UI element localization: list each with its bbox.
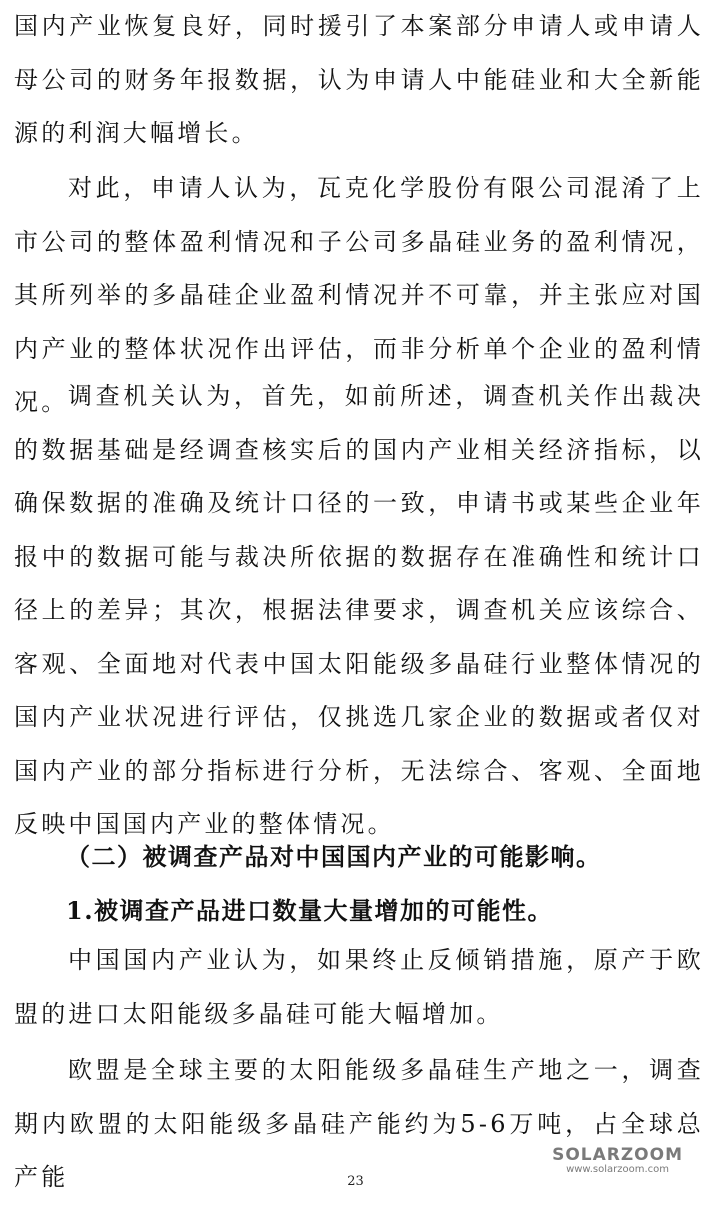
paragraph-2: 对此，申请人认为，瓦克化学股份有限公司混淆了上市公司的整体盈利情况和子公司多晶硅业务的盈利情况，其所列举的多晶硅企业盈利情况并不可靠，并主张应对国内产业的整体状况作出评估，而非分析单个企业的盈利情况。 bbox=[14, 174, 704, 416]
solarzoom-watermark bbox=[552, 1146, 683, 1176]
subsection-heading: 1.被调查产品进口数量大量增加的可能性。 bbox=[66, 896, 554, 925]
section-heading: （二）被调查产品对中国国内产业的可能影响。 bbox=[66, 842, 602, 871]
paragraph-3: 调查机关认为，首先，如前所述，调查机关作出裁决的数据基础是经调查核实后的国内产业相关经济指标，以确保数据的准确及统计口径的一致，申请书或某些企业年报中的数据可能与裁决所依据的数据存在准确性和统计口径上的差异；其次，根据法律要求，调查机关应该综合、客观、全面地对代表中国太阳能级多晶硅行业整体情况的国内产业状况进行评估，仅挑选几家企业的数据或者仅对国内产业的部分指标进行分析，无法综合、客观、全面地反映中国国内产业的整体情况。 bbox=[14, 382, 704, 838]
watermark-brand: SOLARZOOM bbox=[552, 1145, 683, 1165]
paragraph-5: 欧盟是全球主要的太阳能级多晶硅生产地之一，调查期内欧盟的太阳能级多晶硅产能约为5-6万吨，占全球总产能 bbox=[14, 1056, 704, 1191]
watermark-url: www.solarzoom.com bbox=[566, 1164, 669, 1175]
paragraph-4: 中国国内产业认为，如果终止反倾销措施，原产于欧盟的进口太阳能级多晶硅可能大幅增加。 bbox=[14, 946, 704, 1028]
paragraph-1: 国内产业恢复良好，同时援引了本案部分申请人或申请人母公司的财务年报数据，认为申请人中能硅业和大全新能源的利润大幅增长。 bbox=[14, 12, 704, 147]
page-number: 23 bbox=[347, 1174, 364, 1189]
